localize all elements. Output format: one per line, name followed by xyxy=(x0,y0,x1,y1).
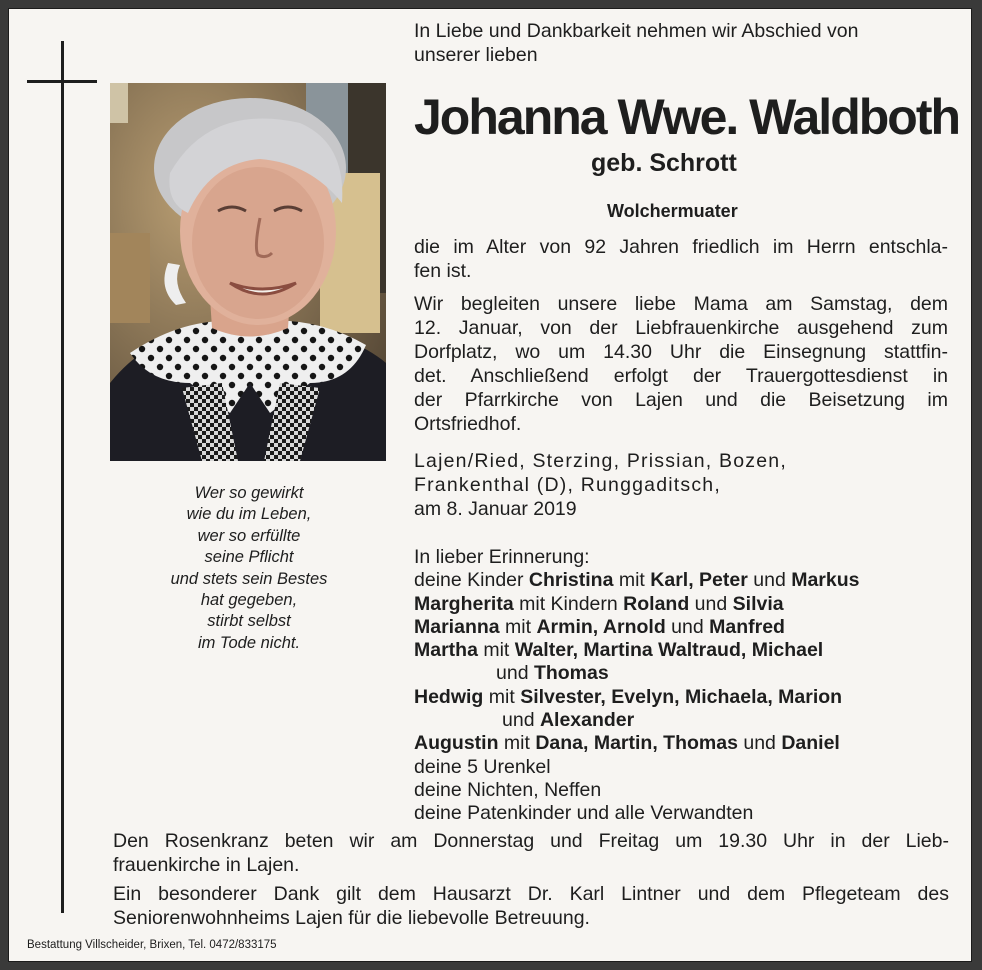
funeral-text xyxy=(414,292,948,436)
family-line: deine Nichten, Neffen xyxy=(414,778,602,801)
family-line: Marianna mit Armin, Arnold und Manfred xyxy=(414,615,785,638)
funeral-line: 12. Januar, von der Liebfrauenkirche ausgehend zum xyxy=(414,317,948,339)
funeral-line: Dorfplatz, wo um 14.30 Uhr die Einsegnung stattfin- xyxy=(414,341,948,363)
quote-line: hat gegeben, xyxy=(200,591,298,610)
family-list xyxy=(414,546,860,826)
rosary-line: Den Rosenkranz beten wir am Donnerstag und Freitag um 19.30 Uhr in der Lieb- xyxy=(113,830,949,852)
cross-horizontal-bar xyxy=(27,80,97,83)
age-text xyxy=(414,235,948,283)
funeral-line: det. Anschließend erfolgt der Trauergottesdienst in xyxy=(414,365,948,387)
intro-line: In Liebe und Dankbarkeit nehmen wir Abschied von xyxy=(414,20,859,42)
family-line: deine Kinder Christina mit Karl, Peter und Markus xyxy=(414,569,860,592)
birth-name: geb. Schrott xyxy=(591,149,737,177)
date-line: am 8. Januar 2019 xyxy=(414,498,577,520)
quote-line: wie du im Leben, xyxy=(186,505,312,524)
family-line: deine 5 Urenkel xyxy=(414,755,551,778)
places-and-date xyxy=(414,449,787,521)
funeral-home-footer: Bestattung Villscheider, Brixen, Tel. 0472/833175 xyxy=(27,939,277,951)
intro-line: unserer lieben xyxy=(414,44,538,66)
obituary-card xyxy=(8,8,972,962)
quote-line: stirbt selbst xyxy=(207,612,291,631)
cross-vertical-bar xyxy=(61,41,64,913)
family-line: Hedwig mit Silvester, Evelyn, Michaela, Marion xyxy=(414,685,843,708)
places-line: Frankenthal (D), Runggaditsch, xyxy=(414,474,721,496)
family-line: und Thomas xyxy=(496,662,609,685)
family-heading: In lieber Erinnerung: xyxy=(414,546,590,568)
rosary-text xyxy=(113,829,949,877)
family-line: Margherita mit Kindern Roland und Silvia xyxy=(414,592,784,615)
memorial-quote xyxy=(129,483,369,654)
funeral-line: der Pfarrkirche von Lajen und die Beisetzung im xyxy=(414,389,948,411)
quote-line: wer so erfüllte xyxy=(197,526,301,545)
quote-line: seine Pflicht xyxy=(204,548,294,567)
family-line: Augustin mit Dana, Martin, Thomas und Daniel xyxy=(414,732,840,755)
quote-line: im Tode nicht. xyxy=(197,633,301,652)
quote-line: und stets sein Bestes xyxy=(170,569,328,588)
nickname: Wolchermuater xyxy=(607,201,738,221)
portrait-photo xyxy=(110,83,386,461)
family-line: und Alexander xyxy=(502,709,635,732)
family-line: deine Patenkinder und alle Verwandten xyxy=(414,802,754,825)
places-line: Lajen/Ried, Sterzing, Prissian, Bozen, xyxy=(414,450,787,472)
family-line: Martha mit Walter, Martina Waltraud, Michael xyxy=(414,639,824,662)
thanks-line: Seniorenwohnheims Lajen für die liebevolle Betreuung. xyxy=(113,907,590,929)
thanks-text xyxy=(113,882,949,930)
age-line: die im Alter von 92 Jahren friedlich im Herrn entschla- xyxy=(414,236,948,258)
deceased-name: Johanna Wwe. Waldboth xyxy=(414,89,960,145)
rosary-line: frauenkirche in Lajen. xyxy=(113,854,300,876)
intro-text xyxy=(414,19,858,67)
quote-line: Wer so gewirkt xyxy=(194,484,304,502)
funeral-line: Wir begleiten unsere liebe Mama am Samstag, dem xyxy=(414,293,948,315)
thanks-line: Ein besonderer Dank gilt dem Hausarzt Dr. Karl Lintner und dem Pflegeteam des xyxy=(113,883,949,905)
age-line: fen ist. xyxy=(414,260,472,282)
funeral-line: Ortsfriedhof. xyxy=(414,413,522,435)
